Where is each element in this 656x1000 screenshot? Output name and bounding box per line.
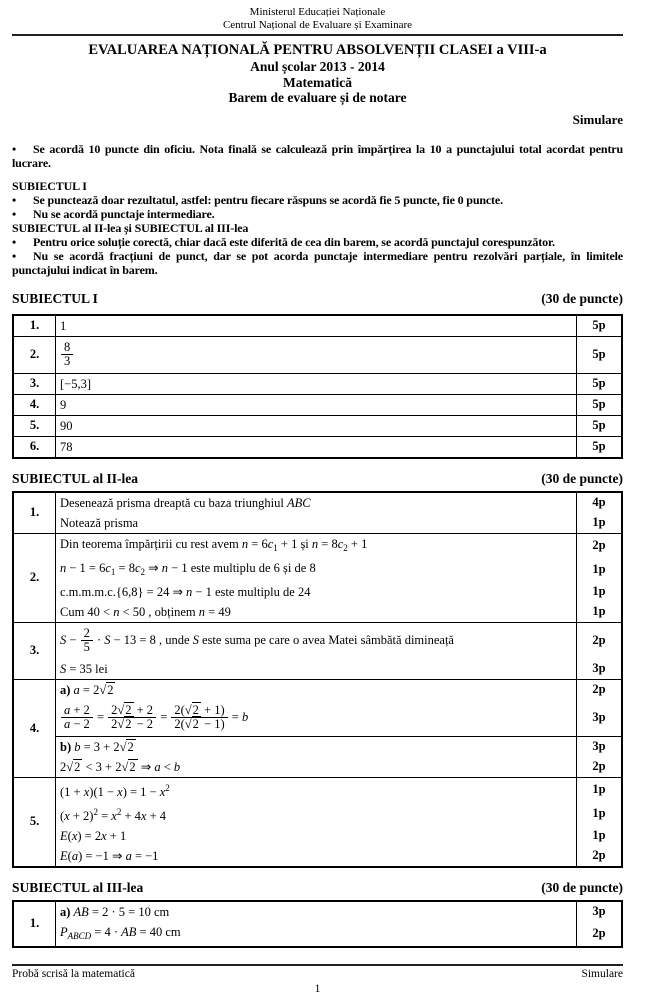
table-line <box>13 659 622 680</box>
solution-line: S = 35 lei <box>60 661 108 676</box>
item-number: 5. <box>13 415 56 436</box>
solution-line: $(x + 2)^2 = x^2 + 4x + 4$ <box>60 806 167 823</box>
table-line <box>13 373 622 394</box>
item-number: 6. <box>13 436 56 458</box>
item-number: 1. <box>13 901 56 947</box>
points-cell: 3p <box>577 736 623 757</box>
title-block <box>12 42 623 106</box>
points-cell: 2p <box>577 622 623 659</box>
section-points-label: (30 de puncte) <box>541 470 623 486</box>
points-cell: 2p <box>577 922 623 947</box>
solution-line: Desenează prisma dreaptă cu baza triunghiul ABC <box>56 492 577 513</box>
instruction-heading: SUBIECTUL al II-lea și SUBIECTUL al III-lea <box>12 220 249 235</box>
document-header <box>12 6 623 32</box>
section-title: SUBIECTUL al III-lea <box>12 879 144 895</box>
item-number: 3. <box>13 622 56 679</box>
section-title: SUBIECTUL I <box>12 290 98 306</box>
bullet-icon: • <box>12 192 17 207</box>
points-cell: 3p <box>577 659 623 680</box>
solution-line: $\frac{8}{3}$ <box>56 336 577 373</box>
points-cell: 1p <box>577 777 623 802</box>
school-year: Anul școlar 2013 - 2014 <box>250 59 385 74</box>
points-cell: 1p <box>577 582 623 602</box>
table-line <box>13 846 622 867</box>
table-line <box>13 777 622 802</box>
bullet-icon: • <box>12 248 17 263</box>
solution-line: [−5,3] <box>56 373 577 394</box>
barem-table <box>12 900 623 948</box>
table-line <box>13 492 622 513</box>
solution-line: $(1 + x)(1 - x) = 1 - x^2$ <box>56 777 577 802</box>
solution-line: c.m.m.m.c.{6,8} = 24 ⇒ n − 1 este multiplu de 24 <box>60 584 311 599</box>
solution-line: a) a = 2√2 <box>56 679 577 700</box>
solution-line: 1 <box>56 315 577 337</box>
exam-session-label: Simulare <box>572 111 623 127</box>
item-number: 3. <box>13 373 56 394</box>
solution-line: E(x) = 2x + 1 <box>60 828 127 843</box>
instruction-bullet: • Se punctează doar rezultatul, astfel: pentru fiecare răspuns se acordă fie 5 puncte, fie 0 puncte. <box>12 192 503 207</box>
item-number: 1. <box>13 492 56 534</box>
points-cell: 3p <box>577 700 623 737</box>
table-line <box>13 602 622 623</box>
points-cell: 4p <box>577 492 623 513</box>
section-heading <box>12 471 623 487</box>
table-line <box>13 901 622 922</box>
solution-line: E(a) = −1 ⇒ a = −1 <box>60 848 159 863</box>
section-points-label: (30 de puncte) <box>541 879 623 895</box>
solution-line: 78 <box>56 436 577 458</box>
item-number: 5. <box>13 777 56 867</box>
solution-line: Cum 40 < n < 50 , obținem n = 49 <box>60 604 231 619</box>
solution-line: $n - 1 = 6c_1 = 8c_2$ ⇒ n − 1 este multiplu de 6 și de 8 <box>60 560 316 577</box>
instruction-bullet: • Se acordă 10 puncte din oficiu. Nota finală se calculează prin împărțirea la 10 a punctajului total acordat pentru lucrare. <box>12 141 623 170</box>
table-line <box>13 679 622 700</box>
points-cell: 5p <box>577 373 623 394</box>
ministry-line: Ministerul Educației Naționale <box>249 6 386 18</box>
table-line <box>13 315 622 337</box>
solution-line: 90 <box>56 415 577 436</box>
table-line <box>13 622 622 659</box>
points-cell: 2p <box>577 679 623 700</box>
item-number: 4. <box>13 394 56 415</box>
points-cell: 5p <box>577 415 623 436</box>
solution-line: $P_{ABCD} = 4$ · AB = 40 cm <box>60 924 181 941</box>
bullet-icon: • <box>12 234 17 249</box>
item-number: 1. <box>13 315 56 337</box>
section-points-label: (30 de puncte) <box>541 290 623 306</box>
item-number: 4. <box>13 679 56 777</box>
exam-title: EVALUAREA NAȚIONALĂ PENTRU ABSOLVENȚII CLASEI a VIII-a <box>88 42 547 58</box>
points-cell: 5p <box>577 436 623 458</box>
document-footer <box>12 964 623 995</box>
section-title: SUBIECTUL al II-lea <box>12 470 139 486</box>
bullet-icon: • <box>12 141 17 156</box>
points-cell: 2p <box>577 757 623 778</box>
barem-table <box>12 491 623 868</box>
solution-line: S − $\frac{2}{5}$ · S − 13 = 8 , unde S este suma pe care o avea Matei sâmbătă dimineață <box>56 622 577 659</box>
table-line <box>13 336 622 373</box>
points-cell: 1p <box>577 513 623 534</box>
item-number: 2. <box>13 336 56 373</box>
solution-line: 2√2 < 3 + 2√2 ⇒ a < b <box>60 759 181 774</box>
table-line <box>13 826 622 846</box>
table-line <box>13 513 622 534</box>
solution-line: $\frac{a + 2}{a - 2}$ = $\frac{2√2 + 2}{2√2 - 2}$ = $\frac{2(√2 + 1)}{2(√2 - 1)}$ = b <box>56 700 577 737</box>
points-cell: 1p <box>577 558 623 582</box>
page-number: 1 <box>314 983 321 995</box>
points-cell: 5p <box>577 336 623 373</box>
footer-exam-name: Probă scrisă la matematică <box>12 968 135 980</box>
instruction-bullet: • Pentru orice soluție corectă, chiar dacă este diferită de cea din barem, se acordă punctajul corespunzător. <box>12 234 555 249</box>
table-line <box>13 757 622 778</box>
points-cell: 1p <box>577 602 623 623</box>
subject-name: Matematică <box>283 74 352 90</box>
table-line <box>13 394 622 415</box>
points-cell: 1p <box>577 802 623 826</box>
table-line <box>13 558 622 582</box>
table-line <box>13 700 622 737</box>
points-cell: 5p <box>577 394 623 415</box>
sections-container <box>12 291 623 948</box>
header-divider <box>12 34 623 36</box>
solution-line: Din teorema împărțirii cu rest avem $n = 6c_1 + 1$ și $n = 8c_2 + 1$ <box>56 533 577 558</box>
table-line <box>13 436 622 458</box>
solution-line: a) AB = 2 · 5 = 10 cm <box>56 901 577 922</box>
section-heading <box>12 291 623 307</box>
points-cell: 2p <box>577 533 623 558</box>
section-heading <box>12 880 623 896</box>
footer-session: Simulare <box>581 968 623 980</box>
doc-type: Barem de evaluare și de notare <box>228 90 407 105</box>
table-line <box>13 582 622 602</box>
table-line <box>13 415 622 436</box>
table-line <box>13 533 622 558</box>
item-number: 2. <box>13 533 56 622</box>
table-line <box>13 802 622 826</box>
solution-line: b) b = 3 + 2√2 <box>56 736 577 757</box>
instruction-bullet: • Nu se acordă fracțiuni de punct, dar se pot acorda punctaje intermediare pentru rezolvări parțiale, în limitele punctajului indicat în barem. <box>12 248 623 277</box>
points-cell: 5p <box>577 315 623 337</box>
evaluation-center-line: Centrul Național de Evaluare și Examinare <box>222 19 413 31</box>
bullet-icon: • <box>12 206 17 221</box>
barem-table <box>12 314 623 459</box>
points-cell: 2p <box>577 846 623 867</box>
solution-line: Notează prisma <box>60 515 139 530</box>
table-line <box>13 736 622 757</box>
instructions <box>12 142 623 277</box>
table-line <box>13 922 622 947</box>
points-cell: 3p <box>577 901 623 922</box>
solution-line: 9 <box>56 394 577 415</box>
points-cell: 1p <box>577 826 623 846</box>
instruction-bullet: • Nu se acordă punctaje intermediare. <box>12 206 215 221</box>
instruction-heading: SUBIECTUL I <box>12 178 87 193</box>
